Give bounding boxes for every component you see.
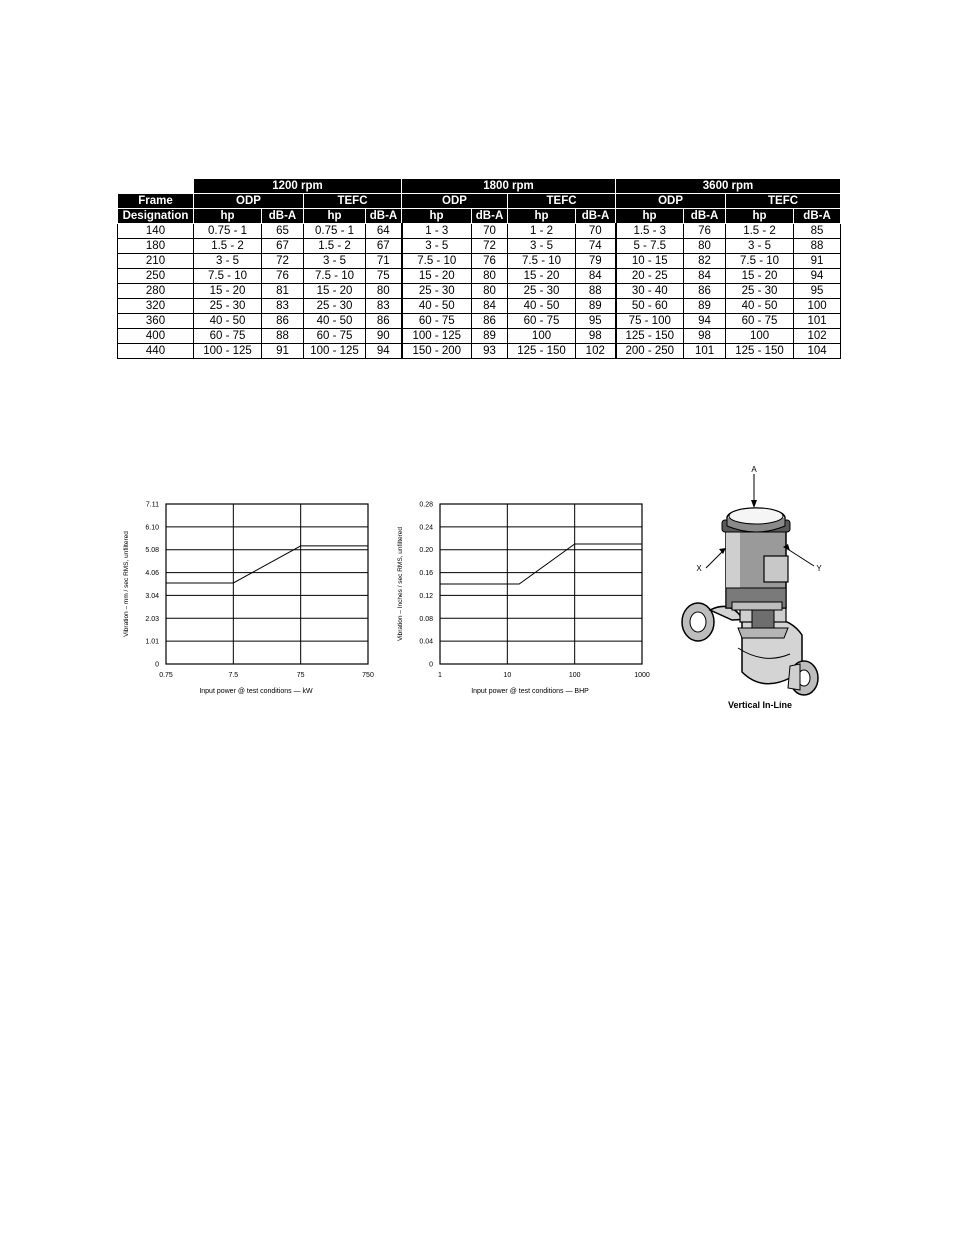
dba-cell: 88 [794, 239, 841, 254]
dba-header: dB-A [576, 209, 616, 224]
hp-cell: 40 - 50 [304, 314, 366, 329]
hp-cell: 0.75 - 1 [304, 224, 366, 239]
x-axis-label: Input power @ test conditions — BHP [471, 688, 589, 695]
hp-cell: 3 - 5 [726, 239, 794, 254]
dba-cell: 102 [794, 329, 841, 344]
y-axis-label: Vibration – Inches / sec RMS, unfiltered [397, 526, 404, 642]
dba-cell: 95 [794, 284, 841, 299]
x-tick-labels [438, 672, 650, 679]
dba-cell: 84 [684, 269, 726, 284]
hp-cell: 25 - 30 [304, 299, 366, 314]
x-tick-label: 750 [362, 672, 374, 679]
frame-cell: 320 [118, 299, 194, 314]
hp-cell: 60 - 75 [194, 329, 262, 344]
enclosure-header: TEFC [726, 194, 841, 209]
dba-cell: 90 [366, 329, 402, 344]
table-row [118, 314, 841, 329]
table-row [118, 224, 841, 239]
dba-cell: 81 [262, 284, 304, 299]
rpm-3600-header: 3600 rpm [616, 179, 841, 194]
dba-cell: 83 [366, 299, 402, 314]
hp-cell: 25 - 30 [402, 284, 472, 299]
frame-cell: 210 [118, 254, 194, 269]
dba-cell: 65 [262, 224, 304, 239]
hp-cell: 10 - 15 [616, 254, 684, 269]
y-tick-label: 0 [429, 661, 433, 669]
plot-area [166, 504, 368, 664]
vibration-mm-chart [112, 492, 382, 707]
dba-cell: 89 [684, 299, 726, 314]
y-tick-label: 0.12 [419, 592, 433, 600]
dba-header: dB-A [794, 209, 841, 224]
dba-cell: 94 [684, 314, 726, 329]
dba-cell: 83 [262, 299, 304, 314]
pump-motor [722, 508, 790, 610]
dba-cell: 91 [794, 254, 841, 269]
frame-cell: 250 [118, 269, 194, 284]
x-axis-label: Input power @ test conditions — kW [199, 688, 313, 695]
table-row [118, 344, 841, 359]
dba-cell: 93 [472, 344, 508, 359]
y-tick-label: 0.04 [419, 638, 433, 646]
hp-cell: 100 - 125 [194, 344, 262, 359]
hp-cell: 30 - 40 [616, 284, 684, 299]
hp-cell: 1.5 - 2 [726, 224, 794, 239]
dba-cell: 104 [794, 344, 841, 359]
designation-header: Designation [118, 209, 194, 224]
x-tick-label: 7.5 [228, 672, 239, 679]
hp-cell: 7.5 - 10 [508, 254, 576, 269]
dba-cell: 94 [366, 344, 402, 359]
dba-cell: 86 [684, 284, 726, 299]
dba-cell: 88 [262, 329, 304, 344]
hp-cell: 3 - 5 [304, 254, 366, 269]
horizontal-gridlines [166, 527, 368, 641]
hp-cell: 0.75 - 1 [194, 224, 262, 239]
hp-cell: 15 - 20 [194, 284, 262, 299]
frame-cell: 400 [118, 329, 194, 344]
hp-cell: 50 - 60 [616, 299, 684, 314]
dba-cell: 86 [472, 314, 508, 329]
dba-cell: 91 [262, 344, 304, 359]
dba-cell: 100 [794, 299, 841, 314]
y-tick-label: 4.06 [145, 570, 159, 578]
dba-cell: 101 [794, 314, 841, 329]
dba-cell: 70 [472, 224, 508, 239]
dba-cell: 76 [684, 224, 726, 239]
dba-cell: 71 [366, 254, 402, 269]
hp-cell: 60 - 75 [402, 314, 472, 329]
corner-cell [118, 179, 194, 194]
vertical-gridlines [233, 504, 300, 664]
y-axis-label: Vibration – mm / sec RMS, unfiltered [123, 531, 130, 637]
axis-y-label: Y [816, 564, 822, 573]
dba-header: dB-A [684, 209, 726, 224]
enclosure-header-row [118, 194, 841, 209]
x-tick-label: 10 [503, 672, 512, 679]
y-tick-label: 0.08 [419, 615, 433, 623]
hp-cell: 3 - 5 [194, 254, 262, 269]
table-row [118, 329, 841, 344]
hp-cell: 60 - 75 [304, 329, 366, 344]
y-tick-label: 7.11 [145, 501, 159, 509]
hp-cell: 3 - 5 [402, 239, 472, 254]
dba-cell: 80 [366, 284, 402, 299]
hp-cell: 1.5 - 2 [304, 239, 366, 254]
y-tick-label: 0.28 [419, 501, 433, 509]
hp-header: hp [508, 209, 576, 224]
dba-cell: 89 [472, 329, 508, 344]
dba-header: dB-A [262, 209, 304, 224]
hp-cell: 40 - 50 [726, 299, 794, 314]
dba-header: dB-A [472, 209, 508, 224]
y-tick-label: 0.16 [419, 570, 433, 578]
frame-header: Frame [118, 194, 194, 209]
hp-cell: 1.5 - 3 [616, 224, 684, 239]
hp-header: hp [304, 209, 366, 224]
hp-cell: 150 - 200 [402, 344, 472, 359]
dba-cell: 98 [576, 329, 616, 344]
x-tick-label: 0.75 [159, 672, 173, 679]
hp-cell: 25 - 30 [726, 284, 794, 299]
dba-cell: 85 [794, 224, 841, 239]
y-tick-label: 6.10 [145, 524, 159, 532]
table-row [118, 284, 841, 299]
dba-cell: 70 [576, 224, 616, 239]
table-body [118, 224, 841, 359]
hp-header: hp [402, 209, 472, 224]
dba-cell: 76 [262, 269, 304, 284]
hp-cell: 125 - 150 [616, 329, 684, 344]
dba-cell: 80 [472, 284, 508, 299]
vibration-inch-chart [390, 492, 660, 707]
x-tick-label: 1 [438, 672, 442, 679]
unit-header-row [118, 209, 841, 224]
hp-cell: 20 - 25 [616, 269, 684, 284]
enclosure-header: TEFC [508, 194, 616, 209]
hp-cell: 7.5 - 10 [726, 254, 794, 269]
dba-cell: 75 [366, 269, 402, 284]
hp-cell: 1 - 2 [508, 224, 576, 239]
hp-header: hp [194, 209, 262, 224]
enclosure-header: ODP [194, 194, 304, 209]
plot-frame [166, 504, 368, 664]
hp-cell: 100 [508, 329, 576, 344]
hp-cell: 40 - 50 [508, 299, 576, 314]
hp-cell: 75 - 100 [616, 314, 684, 329]
dba-cell: 101 [684, 344, 726, 359]
dba-cell: 89 [576, 299, 616, 314]
dba-cell: 86 [262, 314, 304, 329]
hp-cell: 1.5 - 2 [194, 239, 262, 254]
pump-coupling [738, 606, 788, 638]
dba-header: dB-A [366, 209, 402, 224]
y-tick-label: 0.24 [419, 524, 433, 532]
y-tick-label: 3.04 [145, 592, 159, 600]
hp-cell: 3 - 5 [508, 239, 576, 254]
table-row [118, 299, 841, 314]
y-tick-labels [145, 502, 159, 669]
dba-cell: 79 [576, 254, 616, 269]
table-row [118, 239, 841, 254]
rpm-header-row [118, 179, 841, 194]
vertical-inline-pump-illustration [672, 460, 842, 700]
y-tick-label: 5.08 [145, 547, 159, 555]
hp-cell: 40 - 50 [402, 299, 472, 314]
hp-cell: 15 - 20 [402, 269, 472, 284]
frame-cell: 140 [118, 224, 194, 239]
enclosure-header: ODP [402, 194, 508, 209]
frame-cell: 440 [118, 344, 194, 359]
frame-cell: 360 [118, 314, 194, 329]
hp-cell: 125 - 150 [726, 344, 794, 359]
limit-line [166, 546, 368, 583]
hp-cell: 125 - 150 [508, 344, 576, 359]
pump-caption: Vertical In-Line [727, 700, 793, 710]
dba-cell: 88 [576, 284, 616, 299]
table-row [118, 269, 841, 284]
hp-cell: 100 - 125 [402, 329, 472, 344]
dba-cell: 67 [262, 239, 304, 254]
frame-cell: 180 [118, 239, 194, 254]
dba-cell: 82 [684, 254, 726, 269]
dba-cell: 84 [576, 269, 616, 284]
plot-area [440, 504, 642, 664]
dba-cell: 94 [794, 269, 841, 284]
dba-cell: 95 [576, 314, 616, 329]
dba-cell: 80 [472, 269, 508, 284]
rpm-1800-header: 1800 rpm [402, 179, 616, 194]
frame-cell: 280 [118, 284, 194, 299]
y-tick-label: 0 [155, 661, 159, 669]
enclosure-header: ODP [616, 194, 726, 209]
hp-cell: 15 - 20 [304, 284, 366, 299]
hp-cell: 25 - 30 [508, 284, 576, 299]
dba-cell: 72 [472, 239, 508, 254]
y-tick-label: 2.03 [145, 615, 159, 623]
hp-cell: 40 - 50 [194, 314, 262, 329]
hp-cell: 7.5 - 10 [304, 269, 366, 284]
dba-cell: 76 [472, 254, 508, 269]
hp-cell: 5 - 7.5 [616, 239, 684, 254]
dba-cell: 98 [684, 329, 726, 344]
hp-cell: 15 - 20 [508, 269, 576, 284]
hp-cell: 200 - 250 [616, 344, 684, 359]
dba-cell: 86 [366, 314, 402, 329]
dba-cell: 67 [366, 239, 402, 254]
hp-cell: 100 - 125 [304, 344, 366, 359]
rpm-1200-header: 1200 rpm [194, 179, 402, 194]
hp-cell: 60 - 75 [508, 314, 576, 329]
hp-cell: 1 - 3 [402, 224, 472, 239]
hp-cell: 100 [726, 329, 794, 344]
y-tick-labels [419, 502, 433, 669]
dba-cell: 64 [366, 224, 402, 239]
hp-header: hp [616, 209, 684, 224]
x-tick-label: 1000 [634, 672, 650, 679]
x-tick-label: 100 [568, 672, 581, 679]
axis-x-label: X [696, 564, 702, 573]
x-tick-label: 75 [296, 672, 305, 679]
enclosure-header: TEFC [304, 194, 402, 209]
x-tick-labels [159, 672, 374, 679]
hp-cell: 7.5 - 10 [194, 269, 262, 284]
y-tick-label: 0.20 [419, 547, 433, 555]
axis-a-label: A [751, 465, 757, 474]
dba-cell: 72 [262, 254, 304, 269]
table-row [118, 254, 841, 269]
hp-cell: 60 - 75 [726, 314, 794, 329]
noise-level-table [117, 178, 841, 359]
dba-cell: 80 [684, 239, 726, 254]
hp-cell: 25 - 30 [194, 299, 262, 314]
dba-cell: 84 [472, 299, 508, 314]
dba-cell: 102 [576, 344, 616, 359]
hp-cell: 7.5 - 10 [402, 254, 472, 269]
hp-header: hp [726, 209, 794, 224]
y-tick-label: 1.01 [145, 638, 159, 646]
hp-cell: 15 - 20 [726, 269, 794, 284]
dba-cell: 74 [576, 239, 616, 254]
